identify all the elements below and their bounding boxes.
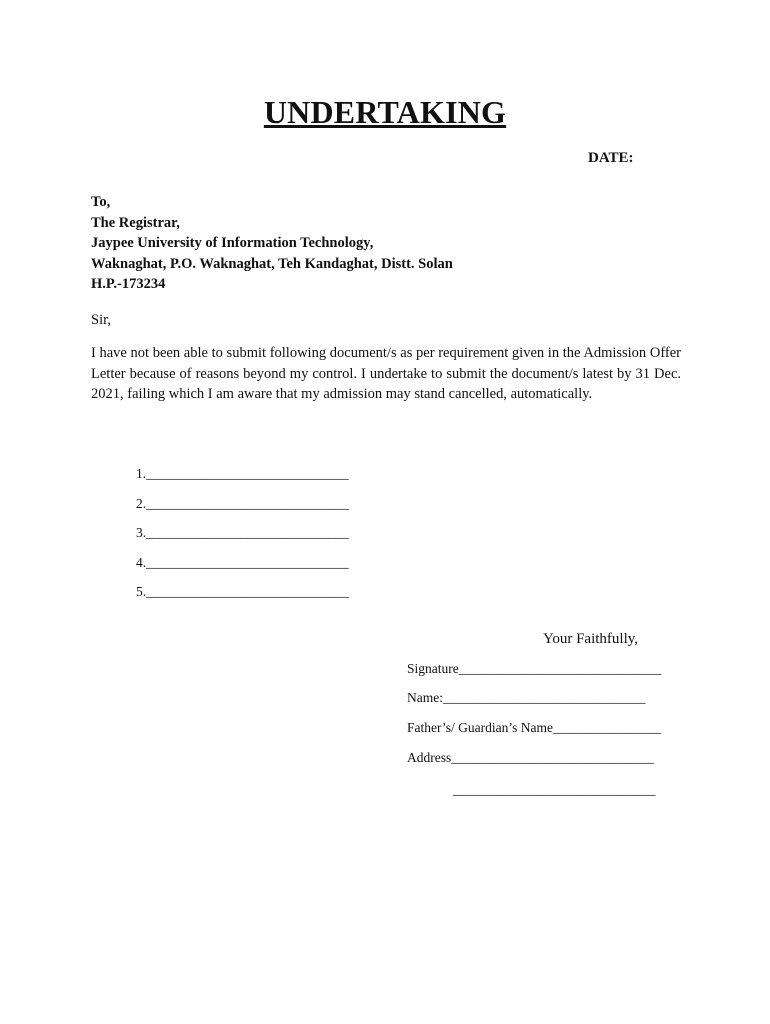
address-recipient: The Registrar, (91, 214, 180, 231)
address-field-line-2[interactable]: ______________________________ (453, 782, 656, 797)
date-label: DATE: (588, 150, 634, 166)
document-line-5[interactable]: 5.______________________________ (136, 584, 349, 599)
document-line-3[interactable]: 3.______________________________ (136, 525, 349, 540)
closing-text: Your Faithfully, (543, 631, 639, 647)
document-line-1[interactable]: 1.______________________________ (136, 466, 349, 481)
page-title: UNDERTAKING (263, 94, 507, 130)
address-field[interactable]: Address______________________________ (407, 750, 654, 765)
salutation: Sir, (91, 312, 111, 328)
recipient-address (91, 192, 453, 295)
document-line-2[interactable]: 2.______________________________ (136, 495, 349, 511)
name-field[interactable]: Name:______________________________ (407, 690, 646, 705)
body-paragraph: I have not been able to submit following document/s as per requirement given in the Admission Offer Letter because of reasons beyond my control. I undertake to submit the document/s latest by 31 Dec. 2021, failing which I am aware that my admission may stand cancelled, automatically. (91, 345, 681, 402)
address-location: Waknaghat, P.O. Waknaghat, Teh Kandaghat, Distt. Solan (91, 255, 453, 272)
address-institution: Jaypee University of Information Technology, (91, 235, 374, 251)
address-to: To, (91, 194, 111, 210)
signature-field[interactable]: Signature______________________________ (407, 661, 662, 676)
document-line-4[interactable]: 4.______________________________ (136, 554, 349, 570)
guardian-name-field[interactable]: Father’s/ Guardian’s Name________________ (407, 720, 661, 735)
document-list (136, 466, 349, 614)
address-state-pin: H.P.-173234 (91, 276, 166, 292)
